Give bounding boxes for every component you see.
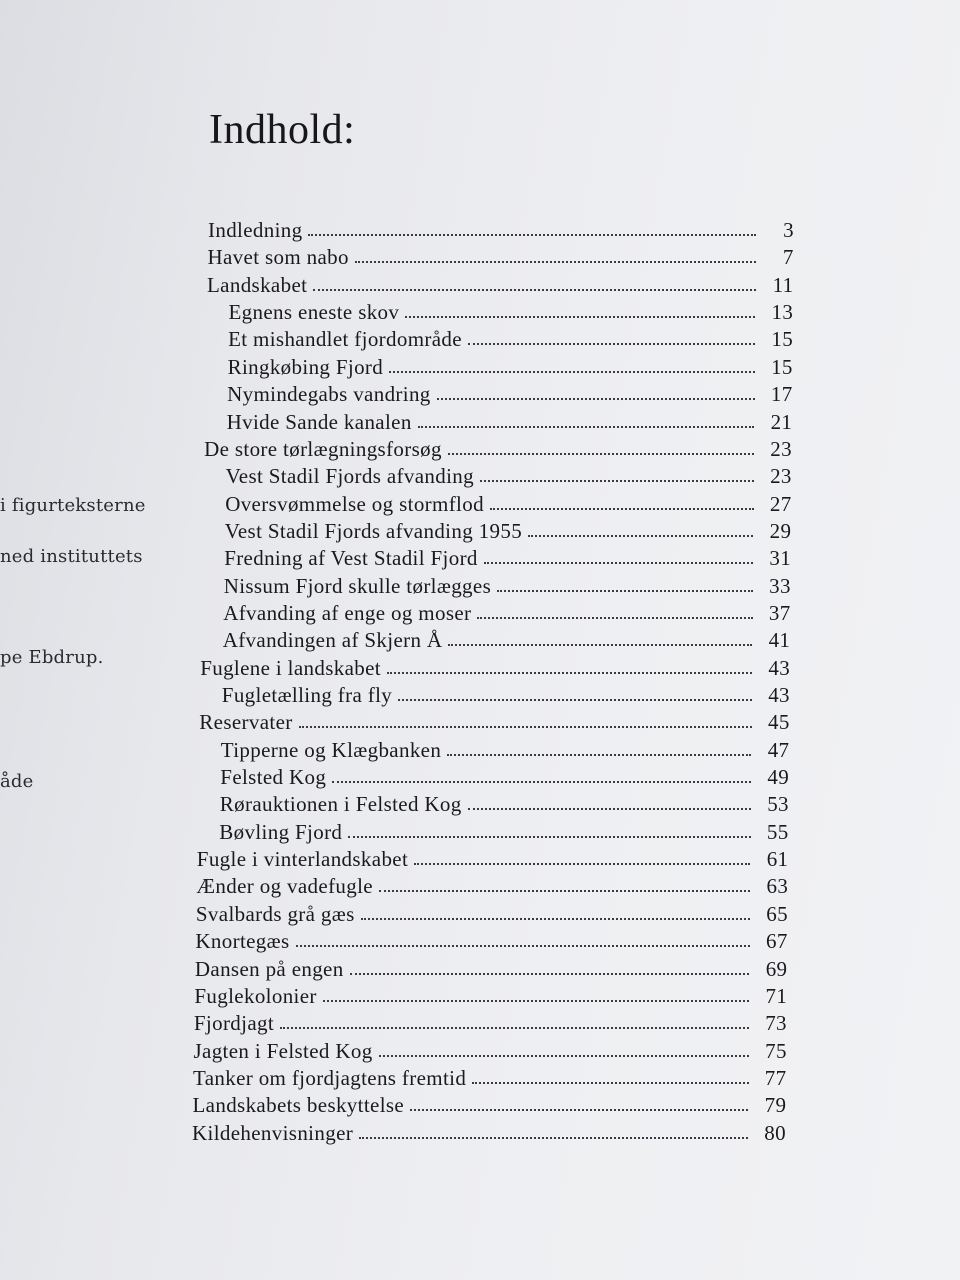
- toc-entry-page-number: 69: [765, 956, 788, 981]
- toc-entry-page-number: 11: [772, 272, 794, 297]
- toc-entry-label: Knortegæs: [195, 929, 290, 954]
- toc-entry-page-number: 53: [767, 792, 789, 817]
- dot-leader: [359, 1137, 748, 1139]
- toc-entry: [194, 1036, 787, 1064]
- toc-entry-page-number: 13: [771, 300, 794, 325]
- toc-entry-label: Tipperne og Klægbanken: [220, 737, 442, 762]
- toc-entry-label: Vest Stadil Fjords afvanding 1955: [224, 518, 523, 543]
- toc-subentry: [223, 598, 790, 626]
- toc-entry-label: Fredning af Vest Stadil Fjord: [224, 546, 478, 571]
- toc-entry-page-number: 27: [769, 491, 792, 516]
- toc-entry: [196, 899, 788, 927]
- dot-leader: [355, 261, 756, 263]
- toc-entry-page-number: 49: [767, 765, 790, 789]
- toc-entry-page-number: 31: [769, 546, 792, 571]
- toc-entry-label: Oversvømmelse og stormflod: [225, 491, 484, 516]
- toc-entry-page-number: 80: [764, 1120, 786, 1145]
- dot-leader: [387, 672, 752, 674]
- dot-leader: [497, 590, 753, 592]
- toc-entry-page-number: 75: [765, 1038, 787, 1063]
- toc-subentry: [225, 489, 791, 517]
- toc-entry-label: Hvide Sande kanalen: [226, 409, 412, 434]
- toc-subentry: [226, 461, 792, 489]
- toc-entry-page-number: 55: [766, 819, 789, 844]
- toc-entry-label: Fuglekolonier: [194, 983, 317, 1008]
- toc-entry-label: Fuglene i landskabet: [200, 655, 381, 680]
- dot-leader: [348, 836, 750, 838]
- toc-entry: [207, 270, 794, 298]
- toc-entry-page-number: 43: [768, 655, 791, 680]
- toc-subentry: [227, 407, 793, 435]
- toc-entry-page-number: 73: [765, 1011, 787, 1036]
- toc-entry: [208, 215, 794, 243]
- toc-entry-label: Ringkøbing Fjord: [227, 354, 384, 379]
- toc-entry-label: Fjordjagt: [193, 1011, 275, 1036]
- dot-leader: [389, 371, 755, 373]
- toc-entry-label: De store tørlægningsforsøg: [204, 436, 442, 461]
- toc-entry-label: Et mishandlet fjordområde: [228, 327, 462, 352]
- toc-entry-label: Egnens eneste skov: [228, 300, 400, 325]
- toc-entry-page-number: 33: [769, 573, 791, 598]
- toc-entry-page-number: 45: [767, 710, 790, 735]
- toc-entry-page-number: 23: [770, 436, 792, 461]
- dot-leader: [468, 343, 755, 345]
- toc-subentry: [229, 297, 794, 325]
- toc-entry-label: Afvandingen af Skjern Å: [222, 628, 443, 653]
- toc-entry: [204, 434, 792, 462]
- toc-subentry: [228, 352, 793, 380]
- toc-entry: [195, 926, 787, 954]
- dot-leader: [350, 973, 750, 975]
- toc-subentry: [221, 735, 790, 763]
- toc-entry-page-number: 47: [767, 737, 790, 762]
- toc-entry-page-number: 63: [766, 874, 789, 899]
- left-page-text-fragment: i figurteksterne: [0, 495, 146, 516]
- toc-entry-label: Jagten i Felsted Kog: [193, 1038, 373, 1063]
- toc-entry-page-number: 79: [764, 1093, 787, 1118]
- dot-leader: [472, 1082, 748, 1084]
- toc-subentry: [220, 789, 789, 817]
- dot-leader: [418, 426, 755, 428]
- dot-leader: [379, 1055, 749, 1057]
- toc-entry-label: Dansen på engen: [194, 956, 344, 981]
- toc-entry: [193, 1063, 787, 1091]
- toc-entry-label: Tanker om fjordjagtens fremtid: [193, 1065, 467, 1090]
- toc-entry-label: Fugle i vinterlandskabet: [196, 847, 409, 872]
- toc-entry-label: Vest Stadil Fjords afvanding: [225, 464, 474, 489]
- toc-entry: [208, 242, 794, 270]
- dot-leader: [405, 316, 755, 318]
- page-title: Indhold:: [209, 107, 356, 153]
- dot-leader: [313, 289, 755, 291]
- dot-leader: [484, 562, 753, 564]
- dot-leader: [308, 234, 756, 236]
- dot-leader: [296, 945, 750, 947]
- toc-entry: [194, 1008, 787, 1036]
- toc-subentry: [224, 543, 791, 571]
- dot-leader: [361, 918, 750, 920]
- toc-subentry: [228, 324, 793, 352]
- toc-entry: [200, 653, 790, 681]
- toc-entry-label: Landskabets beskyttelse: [192, 1093, 405, 1118]
- dot-leader: [448, 644, 752, 646]
- toc-entry-page-number: 41: [768, 628, 791, 653]
- dot-leader: [414, 863, 750, 865]
- toc-entry-label: Afvanding af enge og moser: [223, 600, 472, 625]
- toc-entry: [194, 981, 787, 1009]
- toc-entry-label: Landskabet: [207, 272, 308, 297]
- toc-entry: [196, 871, 788, 899]
- toc-subentry: [220, 762, 789, 790]
- toc-entry-label: Ænder og vadefugle: [196, 874, 373, 899]
- toc-entry-label: Reservater: [199, 710, 293, 735]
- dot-leader: [280, 1027, 749, 1029]
- left-page-text-fragment: pe Ebdrup.: [0, 647, 104, 668]
- dot-leader: [468, 808, 751, 810]
- toc-entry-label: Svalbards grå gæs: [195, 901, 355, 926]
- toc-entry-page-number: 77: [764, 1065, 787, 1090]
- toc-subentry: [223, 625, 791, 653]
- dot-leader: [528, 535, 753, 537]
- toc-subentry: [225, 516, 792, 544]
- toc-entry: [197, 844, 789, 872]
- toc-subentry: [227, 379, 793, 407]
- toc-entry-page-number: 67: [765, 929, 788, 954]
- dot-leader: [323, 1000, 749, 1002]
- dot-leader: [398, 699, 752, 701]
- toc-entry-label: Bøvling Fjord: [219, 819, 343, 844]
- toc-entry-page-number: 17: [770, 382, 793, 407]
- toc-subentry: [219, 817, 788, 845]
- toc-subentry: [224, 571, 791, 599]
- toc-entry-label: Nissum Fjord skulle tørlægges: [223, 573, 492, 598]
- toc-entry-page-number: 7: [782, 245, 794, 270]
- toc-entry-page-number: 37: [768, 600, 791, 625]
- toc-entry: [193, 1090, 787, 1118]
- dot-leader: [332, 781, 751, 783]
- left-page-text-fragment: ned instituttets: [0, 546, 143, 567]
- toc-entry-label: Kildehenvisninger: [192, 1120, 354, 1145]
- dot-leader: [490, 508, 754, 510]
- toc-entry-label: Nymindegabs vandring: [227, 382, 431, 407]
- toc-subentry: [222, 680, 790, 708]
- toc-entry-label: Fugletælling fra fly: [221, 683, 393, 707]
- toc-entry-page-number: 61: [766, 847, 789, 872]
- toc-entry-label: Havet som nabo: [207, 245, 349, 270]
- toc-entry-page-number: 21: [770, 409, 793, 434]
- toc-entry-page-number: 71: [765, 983, 788, 1008]
- toc-entry-page-number: 23: [770, 464, 792, 489]
- toc-entry: [199, 707, 789, 735]
- dot-leader: [480, 480, 754, 482]
- left-page-text-fragment: åde: [0, 771, 34, 792]
- dot-leader: [447, 754, 751, 756]
- dot-leader: [448, 453, 754, 455]
- toc-entry-page-number: 15: [771, 327, 794, 352]
- toc-entry-page-number: 65: [766, 901, 788, 926]
- toc-entry-label: Rørauktionen i Felsted Kog: [219, 792, 462, 817]
- toc-entry: [192, 1118, 786, 1146]
- dot-leader: [299, 726, 752, 728]
- dot-leader: [379, 890, 750, 892]
- toc-entry-page-number: 29: [769, 518, 792, 543]
- toc-entry-label: Felsted Kog: [220, 765, 327, 789]
- toc-entry: [195, 954, 788, 982]
- toc-entry-page-number: 15: [771, 354, 793, 379]
- dot-leader: [477, 617, 752, 619]
- toc-entry-page-number: 43: [768, 683, 790, 707]
- dot-leader: [437, 398, 755, 400]
- dot-leader: [410, 1109, 748, 1111]
- toc-entry-label: Indledning: [208, 218, 303, 242]
- toc-entry-page-number: 3: [783, 218, 794, 242]
